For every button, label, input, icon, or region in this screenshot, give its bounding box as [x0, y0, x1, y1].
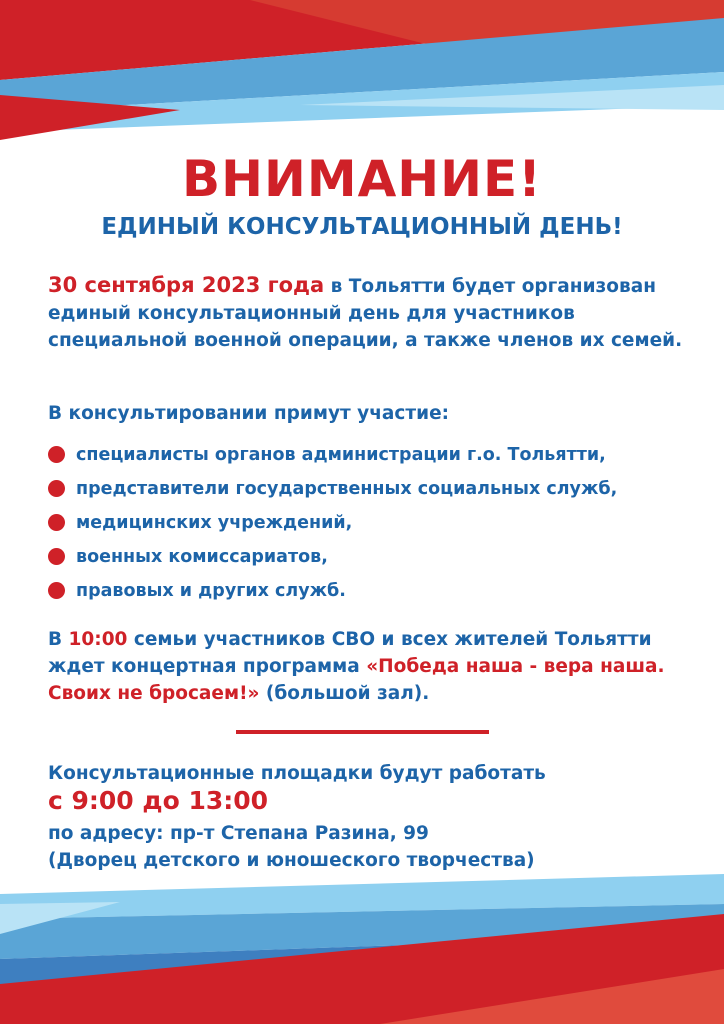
- bottom-stripes-decoration: [0, 874, 724, 1024]
- concert-paragraph: В 10:00 семьи участников СВО и всех жителей Тольятти ждет концертная программа «Победа наша - вера наша. Своих не бросаем!» (большой зал).: [48, 629, 665, 704]
- bullet-dot-icon: [48, 582, 65, 599]
- intro-text: в Тольятти будет организован единый консультационный день для участников специальной военной операции, а также членов их семей.: [48, 276, 683, 351]
- address-block: [48, 820, 698, 874]
- divider-line: [236, 730, 489, 734]
- concert-time: 10:00: [68, 629, 128, 650]
- top-stripes-decoration: [0, 0, 724, 140]
- bullet-dot-icon: [48, 446, 65, 463]
- concert-program-title: «Победа наша - вера наша. Своих не бросаем!»: [48, 656, 665, 704]
- venue-name: (Дворец детского и юношеского творчества): [48, 850, 535, 871]
- list-item: специалисты органов администрации г.о. Тольятти,: [48, 438, 708, 472]
- bullet-dot-icon: [48, 514, 65, 531]
- event-date: 30 сентября 2023 года: [48, 273, 325, 297]
- participants-heading: В консультировании примут участие:: [48, 403, 450, 424]
- subheadline: ЕДИНЫЙ КОНСУЛЬТАЦИОННЫЙ ДЕНЬ!: [101, 214, 623, 240]
- address: по адресу: пр-т Степана Разина, 99: [48, 823, 429, 844]
- list-item: военных комиссариатов,: [48, 540, 708, 574]
- participants-list: [48, 438, 708, 608]
- list-item: медицинских учреждений,: [48, 506, 708, 540]
- bullet-dot-icon: [48, 480, 65, 497]
- list-item: представители государственных социальных служб,: [48, 472, 708, 506]
- bullet-dot-icon: [48, 548, 65, 565]
- intro-paragraph: [48, 272, 698, 354]
- schedule-intro: Консультационные площадки будут работать: [48, 763, 546, 784]
- headline: ВНИМАНИЕ!: [182, 150, 542, 208]
- working-hours: с 9:00 до 13:00: [48, 786, 269, 815]
- list-item: правовых и других служб.: [48, 574, 708, 608]
